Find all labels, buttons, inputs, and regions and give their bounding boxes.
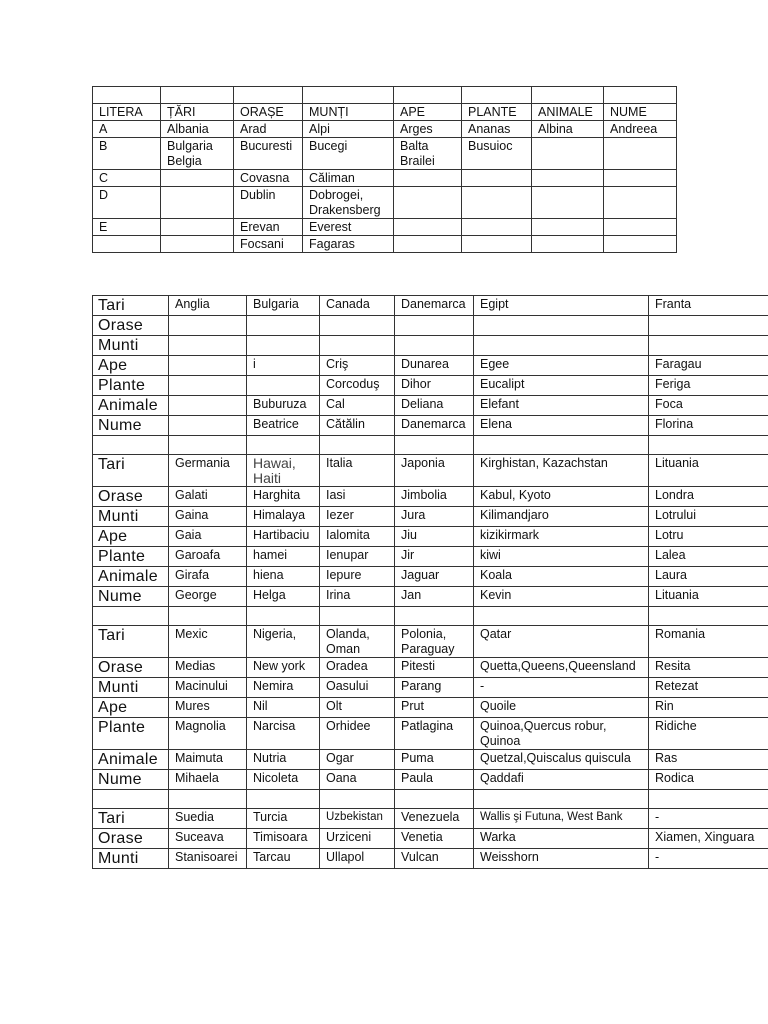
table-cell [395, 607, 474, 626]
table-cell [169, 416, 247, 436]
table-cell: - [474, 678, 649, 698]
table-cell: Covasna [234, 170, 303, 187]
table-cell: Germania [169, 455, 247, 487]
row-label: Munti [93, 507, 169, 527]
table-cell [532, 87, 604, 104]
table-cell [247, 790, 320, 809]
table-cell: Cal [320, 396, 395, 416]
table-cell: Jir [395, 547, 474, 567]
table-cell: Jan [395, 587, 474, 607]
table-cell: Quetta,Queens,Queensland [474, 658, 649, 678]
table-cell [604, 87, 677, 104]
column-header: MUNȚI [303, 104, 394, 121]
table-cell [161, 219, 234, 236]
table-cell [462, 219, 532, 236]
table-cell [394, 219, 462, 236]
table-cell: Ogar [320, 750, 395, 770]
table-cell: Bucegi [303, 138, 394, 170]
column-header: ȚĂRI [161, 104, 234, 121]
table-cell [474, 790, 649, 809]
column-header: ANIMALE [532, 104, 604, 121]
table-cell: Cătălin [320, 416, 395, 436]
table-cell [169, 607, 247, 626]
table-cell: Bucuresti [234, 138, 303, 170]
table-row [93, 507, 768, 527]
table-row [93, 170, 677, 187]
table-row [93, 547, 768, 567]
table-cell: Danemarca [395, 296, 474, 316]
table-cell: Urziceni [320, 829, 395, 849]
table-cell: Gaina [169, 507, 247, 527]
table-cell: Albania [161, 121, 234, 138]
table-cell: Iepure [320, 567, 395, 587]
table-cell: Ras [649, 750, 768, 770]
table-cell: Mexic [169, 626, 247, 658]
table-cell: Focsani [234, 236, 303, 253]
table-cell [649, 607, 768, 626]
table-row [93, 219, 677, 236]
table-cell [169, 396, 247, 416]
table-cell: Lotru [649, 527, 768, 547]
table-row [93, 396, 768, 416]
table-cell: - [649, 809, 768, 829]
table-row [93, 138, 677, 170]
table-cell: hiena [247, 567, 320, 587]
table-cell: Kirghistan, Kazachstan [474, 455, 649, 487]
table-cell [474, 336, 649, 356]
table-cell: Garoafa [169, 547, 247, 567]
table-cell: Galati [169, 487, 247, 507]
table-cell: Olanda, Oman [320, 626, 395, 658]
table-cell [169, 436, 247, 455]
table-cell: Criş [320, 356, 395, 376]
table-row [93, 487, 768, 507]
table-cell: Qaddafi [474, 770, 649, 790]
row-label: Plante [93, 547, 169, 567]
table-cell: Hartibaciu [247, 527, 320, 547]
table-cell: Paula [395, 770, 474, 790]
table-cell [462, 187, 532, 219]
table-row [93, 356, 768, 376]
row-label: Animale [93, 396, 169, 416]
table-row [93, 87, 677, 104]
table-cell: Florina [649, 416, 768, 436]
table-cell: Arad [234, 121, 303, 138]
table-cell: Helga [247, 587, 320, 607]
table-cell: Nil [247, 698, 320, 718]
table-cell [169, 376, 247, 396]
row-label: Plante [93, 376, 169, 396]
table-row [93, 698, 768, 718]
table-cell: Deliana [395, 396, 474, 416]
table-cell [532, 187, 604, 219]
row-label: Orase [93, 487, 169, 507]
table-cell: Eucalipt [474, 376, 649, 396]
table-cell: Arges [394, 121, 462, 138]
table-cell: Venetia [395, 829, 474, 849]
table-cell: Turcia [247, 809, 320, 829]
separator-row [93, 607, 768, 626]
column-header: APE [394, 104, 462, 121]
table-row [93, 567, 768, 587]
table-cell: D [93, 187, 161, 219]
table-cell: Alpi [303, 121, 394, 138]
table-cell: Maimuta [169, 750, 247, 770]
table-cell: Egee [474, 356, 649, 376]
separator-row [93, 790, 768, 809]
table-cell: Erevan [234, 219, 303, 236]
table-cell: Vulcan [395, 849, 474, 869]
table-cell [474, 316, 649, 336]
words-table [92, 295, 768, 869]
table-row [93, 626, 768, 658]
table-cell: Magnolia [169, 718, 247, 750]
table-cell [395, 316, 474, 336]
table-cell [161, 236, 234, 253]
table-cell: Harghita [247, 487, 320, 507]
table-cell: Kevin [474, 587, 649, 607]
table-cell [161, 187, 234, 219]
table-cell [462, 236, 532, 253]
table-row [93, 376, 768, 396]
table-cell: Laura [649, 567, 768, 587]
table-cell: Quetzal,Quiscalus quiscula [474, 750, 649, 770]
table-cell: Căliman [303, 170, 394, 187]
table-row [93, 750, 768, 770]
table-cell: Suedia [169, 809, 247, 829]
table-cell [320, 336, 395, 356]
table-cell: kizikirmark [474, 527, 649, 547]
table-cell: Resita [649, 658, 768, 678]
table-cell: Jura [395, 507, 474, 527]
table-cell [161, 87, 234, 104]
table-cell: Koala [474, 567, 649, 587]
table-cell: Fagaras [303, 236, 394, 253]
table-cell [395, 336, 474, 356]
table-cell [169, 336, 247, 356]
table-cell: Albina [532, 121, 604, 138]
table-cell [394, 236, 462, 253]
table-cell: Wallis şi Futuna, West Bank [474, 809, 649, 829]
table-cell [169, 316, 247, 336]
row-label: Munti [93, 849, 169, 869]
table-cell: Italia [320, 455, 395, 487]
column-header: ORAȘE [234, 104, 303, 121]
table-cell: C [93, 170, 161, 187]
table-cell: Japonia [395, 455, 474, 487]
table-cell: Weisshorn [474, 849, 649, 869]
table-cell [93, 436, 169, 455]
table-cell [93, 236, 161, 253]
table-cell: - [649, 849, 768, 869]
table-cell: Warka [474, 829, 649, 849]
table-cell [532, 219, 604, 236]
table-cell: Nemira [247, 678, 320, 698]
table-cell: B [93, 138, 161, 170]
table-cell: Lalea [649, 547, 768, 567]
table-cell [462, 87, 532, 104]
table-cell [247, 316, 320, 336]
table-cell: Mures [169, 698, 247, 718]
table-cell: Busuioc [462, 138, 532, 170]
row-label: Munti [93, 336, 169, 356]
table-row [93, 809, 768, 829]
table-cell: Canada [320, 296, 395, 316]
separator-row [93, 436, 768, 455]
table-cell [303, 87, 394, 104]
table-cell: Quinoa,Quercus robur, Quinoa [474, 718, 649, 750]
row-label: Nume [93, 587, 169, 607]
table-cell [394, 87, 462, 104]
table-cell: Gaia [169, 527, 247, 547]
table-cell: Corcoduş [320, 376, 395, 396]
row-label: Ape [93, 698, 169, 718]
table-cell: Romania [649, 626, 768, 658]
row-label: Tari [93, 809, 169, 829]
table-cell [462, 170, 532, 187]
column-header: NUME [604, 104, 677, 121]
table-cell: Faragau [649, 356, 768, 376]
table-cell [604, 187, 677, 219]
table-row [93, 770, 768, 790]
table-cell [604, 170, 677, 187]
table-cell: Medias [169, 658, 247, 678]
table-cell: Parang [395, 678, 474, 698]
table-cell: Londra [649, 487, 768, 507]
row-label: Animale [93, 750, 169, 770]
table-cell: Oradea [320, 658, 395, 678]
table-row [93, 658, 768, 678]
table-cell: Irina [320, 587, 395, 607]
table-cell: Rin [649, 698, 768, 718]
table-cell: Bulgaria [247, 296, 320, 316]
row-label: Tari [93, 626, 169, 658]
table-cell: Oana [320, 770, 395, 790]
table-cell [93, 607, 169, 626]
table-cell: Polonia, Paraguay [395, 626, 474, 658]
table-cell: kiwi [474, 547, 649, 567]
row-label: Munti [93, 678, 169, 698]
table-cell: Elena [474, 416, 649, 436]
table-cell: Himalaya [247, 507, 320, 527]
table-cell [474, 436, 649, 455]
table-row [93, 718, 768, 750]
table-cell: Everest [303, 219, 394, 236]
table-cell: Jiu [395, 527, 474, 547]
table-cell: Oasului [320, 678, 395, 698]
table-cell [247, 336, 320, 356]
table-cell: hamei [247, 547, 320, 567]
table-cell: Ananas [462, 121, 532, 138]
table-cell [649, 336, 768, 356]
table-cell: Jimbolia [395, 487, 474, 507]
table-row [93, 849, 768, 869]
table-cell: Andreea [604, 121, 677, 138]
row-label: Plante [93, 718, 169, 750]
table-cell: Ialomita [320, 527, 395, 547]
table-row [93, 296, 768, 316]
table-cell: Girafa [169, 567, 247, 587]
table-cell [320, 436, 395, 455]
row-label: Nume [93, 770, 169, 790]
row-label: Orase [93, 829, 169, 849]
table-cell [395, 790, 474, 809]
table-cell [604, 138, 677, 170]
letters-table [92, 86, 677, 253]
table-cell [394, 187, 462, 219]
table-row [93, 316, 768, 336]
table-cell: Dihor [395, 376, 474, 396]
table-row [93, 829, 768, 849]
table-cell: Kabul, Kyoto [474, 487, 649, 507]
table-cell: Franta [649, 296, 768, 316]
table-cell: Rodica [649, 770, 768, 790]
table-cell: Orhidee [320, 718, 395, 750]
table-cell: Retezat [649, 678, 768, 698]
table-row [93, 187, 677, 219]
table-cell: Pitesti [395, 658, 474, 678]
table-cell: Kilimandjaro [474, 507, 649, 527]
table-cell: Qatar [474, 626, 649, 658]
table-cell: Elefant [474, 396, 649, 416]
table-cell [320, 790, 395, 809]
table-cell: Macinului [169, 678, 247, 698]
table-cell: Nicoleta [247, 770, 320, 790]
table-cell [604, 236, 677, 253]
table-cell: Prut [395, 698, 474, 718]
table-cell [93, 87, 161, 104]
table-cell [474, 607, 649, 626]
table-cell [649, 316, 768, 336]
table-cell [395, 436, 474, 455]
table-cell: Danemarca [395, 416, 474, 436]
table-row [93, 455, 768, 487]
table-cell [247, 436, 320, 455]
table-cell: Egipt [474, 296, 649, 316]
table-row [93, 236, 677, 253]
table-cell: Dunarea [395, 356, 474, 376]
table-cell [169, 356, 247, 376]
table-cell: Quoile [474, 698, 649, 718]
table-cell [161, 170, 234, 187]
row-label: Nume [93, 416, 169, 436]
table-cell: George [169, 587, 247, 607]
table-cell: Ullapol [320, 849, 395, 869]
table-cell: E [93, 219, 161, 236]
table-cell: Anglia [169, 296, 247, 316]
row-label: Tari [93, 296, 169, 316]
table-cell: Xiamen, Xinguara [649, 829, 768, 849]
table-row [93, 336, 768, 356]
table-cell: Lituania [649, 455, 768, 487]
table-cell: Uzbekistan [320, 809, 395, 829]
column-header: PLANTE [462, 104, 532, 121]
table-cell: Timisoara [247, 829, 320, 849]
table-cell: Lituania [649, 587, 768, 607]
table-cell: Olt [320, 698, 395, 718]
table-row [93, 587, 768, 607]
table-cell: Foca [649, 396, 768, 416]
row-label: Orase [93, 658, 169, 678]
table-row [93, 121, 677, 138]
table-cell [532, 138, 604, 170]
column-header: LITERA [93, 104, 161, 121]
row-label: Ape [93, 356, 169, 376]
table-cell [247, 607, 320, 626]
table-cell [247, 376, 320, 396]
table-cell: Feriga [649, 376, 768, 396]
table-cell: Balta Brailei [394, 138, 462, 170]
table-cell: Iezer [320, 507, 395, 527]
table-cell: Stanisoarei [169, 849, 247, 869]
table-cell [649, 436, 768, 455]
table-cell: Dobrogei, Drakensberg [303, 187, 394, 219]
table-cell: New york [247, 658, 320, 678]
table-cell: Tarcau [247, 849, 320, 869]
table-cell [649, 790, 768, 809]
table-cell [394, 170, 462, 187]
table-cell: Jaguar [395, 567, 474, 587]
table-row [93, 527, 768, 547]
table-row [93, 678, 768, 698]
table-cell: Patlagina [395, 718, 474, 750]
table-cell [93, 790, 169, 809]
table-cell: Venezuela [395, 809, 474, 829]
row-label: Tari [93, 455, 169, 487]
table-cell [234, 87, 303, 104]
table-cell: Narcisa [247, 718, 320, 750]
table-cell [604, 219, 677, 236]
table-cell: Iasi [320, 487, 395, 507]
row-label: Orase [93, 316, 169, 336]
table-cell: Puma [395, 750, 474, 770]
table-cell: i [247, 356, 320, 376]
table-row [93, 416, 768, 436]
row-label: Ape [93, 527, 169, 547]
table-cell: Nutria [247, 750, 320, 770]
table-cell: Mihaela [169, 770, 247, 790]
table-cell [532, 236, 604, 253]
table-cell: Bulgaria Belgia [161, 138, 234, 170]
table-cell [320, 607, 395, 626]
table-cell: A [93, 121, 161, 138]
table-cell: Beatrice [247, 416, 320, 436]
table-cell: Hawai, Haiti [247, 455, 320, 487]
table-cell: Ienupar [320, 547, 395, 567]
table-cell: Dublin [234, 187, 303, 219]
table-cell: Lotrului [649, 507, 768, 527]
table-cell: Ridiche [649, 718, 768, 750]
row-label: Animale [93, 567, 169, 587]
table-cell: Nigeria, [247, 626, 320, 658]
table-cell [532, 170, 604, 187]
table-cell [169, 790, 247, 809]
table-cell: Buburuza [247, 396, 320, 416]
table-cell: Suceava [169, 829, 247, 849]
table-cell [320, 316, 395, 336]
table-header-row [93, 104, 677, 121]
